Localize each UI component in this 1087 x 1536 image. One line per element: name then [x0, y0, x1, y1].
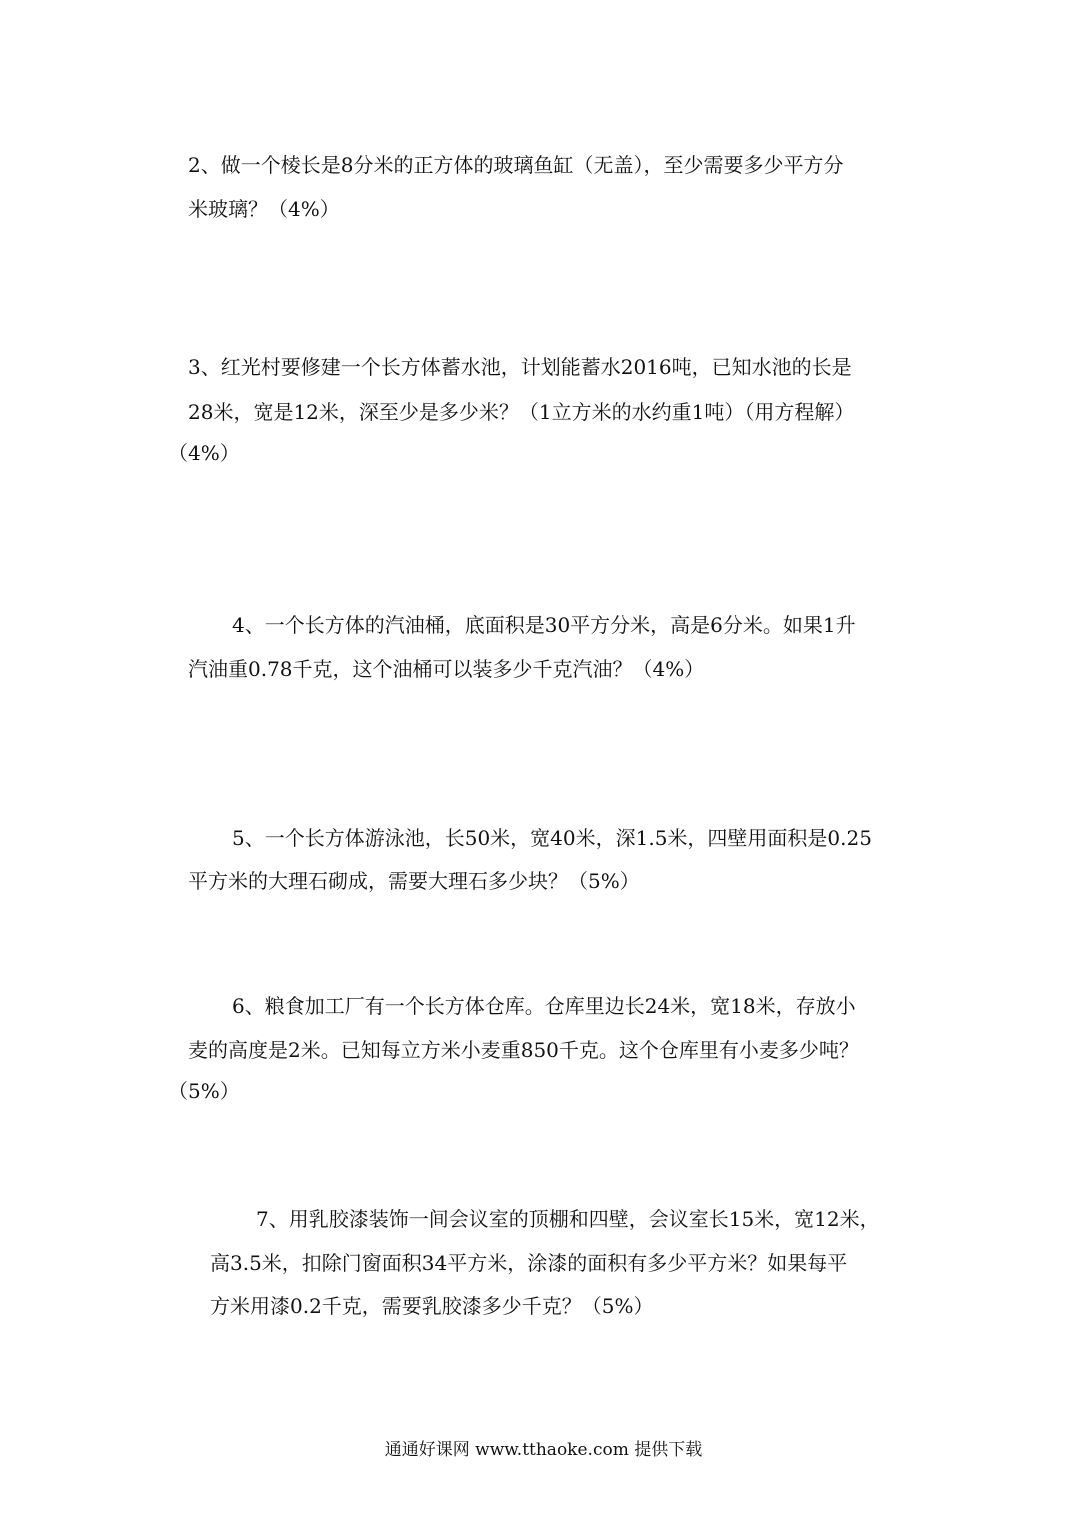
question-4-line-1: 4、一个长方体的汽油桶，底面积是30平方分米，高是6分米。如果1升 — [232, 613, 856, 637]
page-footer: 通通好课网 www.tthaoke.com 提供下载 — [384, 1440, 703, 1460]
question-7-line-3: 方米用漆0.2千克，需要乳胶漆多少千克？（5%） — [210, 1294, 654, 1318]
question-3-line-1: 3、红光村要修建一个长方体蓄水池，计划能蓄水2016吨，已知水池的长是 — [188, 355, 852, 379]
question-2-line-1: 2、做一个棱长是8分米的正方体的玻璃鱼缸（无盖），至少需要多少平方分 — [188, 153, 844, 177]
question-5-line-2: 平方米的大理石砌成，需要大理石多少块？（5%） — [188, 869, 640, 893]
question-6-line-2: 麦的高度是2米。已知每立方米小麦重850千克。这个仓库里有小麦多少吨？ — [188, 1038, 859, 1062]
question-2-line-2: 米玻璃？（4%） — [188, 197, 340, 221]
question-7-line-2: 高3.5米，扣除门窗面积34平方米，涂漆的面积有多少平方米？如果每平 — [210, 1251, 848, 1275]
question-3-line-3: （4%） — [168, 441, 240, 465]
question-3-line-2: 28米，宽是12米，深至少是多少米？（1立方米的水约重1吨）（用方程解） — [188, 400, 855, 424]
question-6-line-1: 6、粮食加工厂有一个长方体仓库。仓库里边长24米，宽18米，存放小 — [232, 994, 856, 1018]
question-6-line-3: （5%） — [168, 1079, 240, 1103]
question-5-line-1: 5、一个长方体游泳池，长50米，宽40米，深1.5米，四壁用面积是0.25 — [232, 826, 872, 850]
question-7-line-1: 7、用乳胶漆装饰一间会议室的顶棚和四壁，会议室长15米，宽12米， — [256, 1207, 880, 1231]
question-4-line-2: 汽油重0.78千克，这个油桶可以装多少千克汽油？（4%） — [188, 657, 705, 681]
